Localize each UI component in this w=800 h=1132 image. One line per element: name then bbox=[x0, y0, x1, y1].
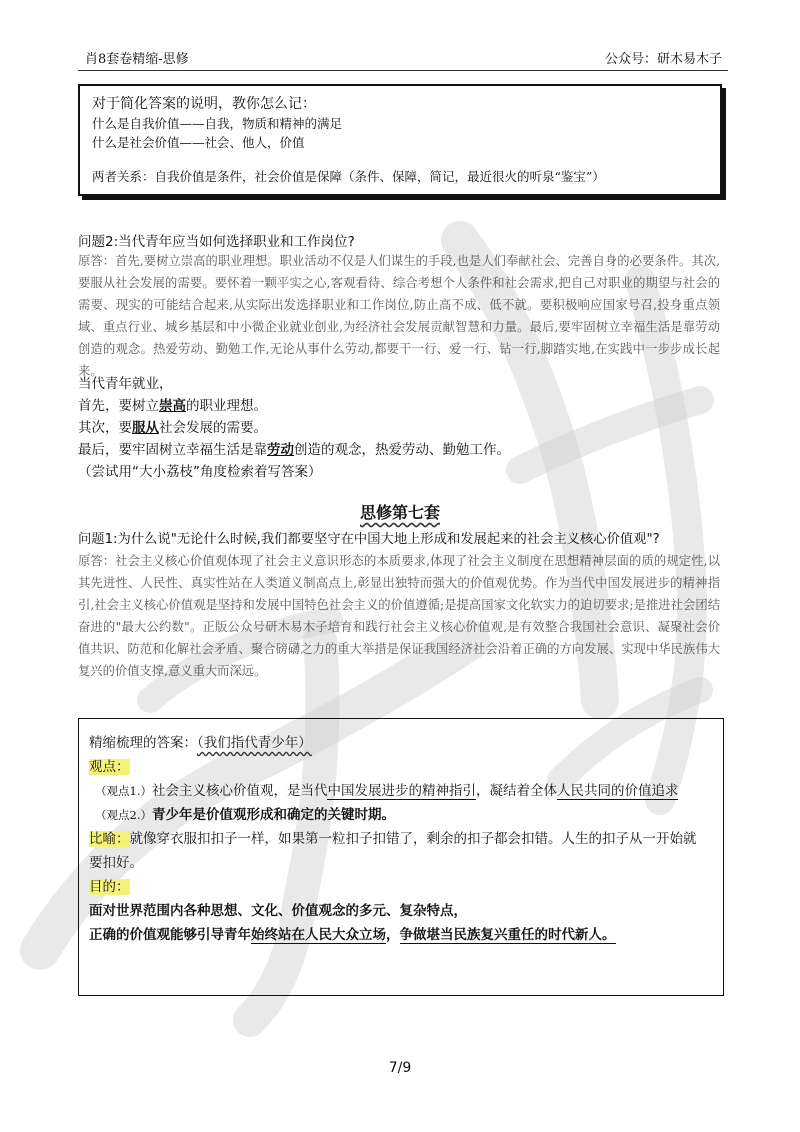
summary-heading: 精缩梳理的答案：（我们指代青少年） bbox=[89, 735, 312, 751]
summary-step-3: 最后，要牢固树立幸福生活是靠劳动创造的观念，热爱劳动、勤勉工作。 bbox=[78, 442, 510, 458]
header-title: 肖8套卷精缩-思修 bbox=[85, 52, 189, 67]
section-title: 思修第七套 bbox=[359, 503, 440, 522]
summary-intro: 当代青年就业， bbox=[78, 376, 173, 392]
metaphor: 比喻：就像穿衣服扣扣子一样，如果第一粒扣子扣错了，剩余的扣子都会扣错。人生的扣子从一开始就要扣好。 bbox=[89, 831, 697, 871]
header-wechat-account: 公众号：研木易木子 bbox=[604, 52, 722, 67]
summary-step-2: 其次，要服从社会发展的需要。 bbox=[78, 420, 267, 436]
summary-answer-box bbox=[78, 718, 724, 996]
viewpoint-1: （观点1.）社会主义核心价值观，是当代中国发展进步的精神指引，凝结着全体人民共同的价值追求 bbox=[95, 783, 679, 799]
question-2-summary bbox=[78, 373, 510, 483]
note-relation: 两者关系：自我价值是条件，社会价值是保障（条件、保障，简记，最近很火的听泉“鉴宝”） bbox=[92, 169, 605, 184]
purpose-line-1: 面对世界范围内各种思想、文化、价值观念的多元、复杂特点， bbox=[89, 903, 467, 919]
summary-step-1: 首先，要树立崇高的职业理想。 bbox=[78, 398, 267, 414]
purpose-line-2: 正确的价值观能够引导青年始终站在人民大众立场，争做堪当民族复兴重任的时代新人。 bbox=[89, 927, 616, 943]
note-title: 对于简化答案的说明，教你怎么记： bbox=[92, 96, 316, 112]
note-line-social-value: 什么是社会价值——社会、他人，价值 bbox=[92, 135, 305, 150]
viewpoint-label: 观点： bbox=[89, 759, 130, 775]
purpose-label: 目的： bbox=[89, 879, 130, 895]
summary-tip: （尝试用“大小荔枝”角度检索着写答案） bbox=[78, 464, 322, 480]
page-number: 7/9 bbox=[388, 1060, 412, 1076]
header-divider bbox=[78, 70, 728, 71]
question-2-original-answer: 原答：首先,要树立崇高的职业理想。职业活动不仅是人们谋生的手段,也是人们奉献社会、完善自身的必要条件。其次,要服从社会发展的需要。要怀着一颗平实之心,客观看待、综合考想个人条件和社会需求,把自己对职业的期望与社会的需要、现实的可能结合起来,从实际出发选择职业和工作岗位,防止高不成、低不就。要积极响应国家号召,投身重点领域、重点行业、城乡基层和中小微企业就业创业,为经济社会发展贡献智慧和力量。最后,要牢固树立幸福生活是靠劳动创造的观念。热爱劳动、勤勉工作,无论从事什么劳动,都要干一行、爱一行、钻一行,脚踏实地,在实践中一步步成长起来。 bbox=[78, 254, 720, 378]
note-line-self-value: 什么是自我价值——自我，物质和精神的满足 bbox=[92, 116, 343, 131]
section-7-original-answer: 原答：社会主义核心价值观体现了社会主义意识形态的本质要求,体现了社会主义制度在思想精神层面的质的规定性,以其先进性、人民性、真实性站在人类道义制高点上,彰显出独特而强大的价值观优势。作为当代中国发展进步的精神指引,社会主义核心价值观是坚持和发展中国特色社会主义的价值遵循;是提高国家文化软实力的迫切要求;是推进社会团结奋进的"最大公约数"。正版公众号研木易木子培育和践行社会主义核心价值观,是有效整合我国社会意识、凝聚社会价值共识、防范和化解社会矛盾、聚合磅礴之力的重大举措是保证我国经济社会沿着正确的方向发展、实现中华民族伟大复兴的价值支撑,意义重大而深远。 bbox=[78, 554, 720, 678]
section-7-question-1: 问题1:为什么说"无论什么时候,我们都要坚守在中国大地上形成和发展起来的社会主义核心价值观"? bbox=[78, 532, 660, 547]
viewpoint-2: （观点2.）青少年是价值观形成和确定的关键时期。 bbox=[95, 807, 395, 823]
note-box bbox=[78, 84, 722, 196]
question-2: 问题2:当代青年应当如何选择职业和工作岗位? bbox=[78, 234, 355, 250]
